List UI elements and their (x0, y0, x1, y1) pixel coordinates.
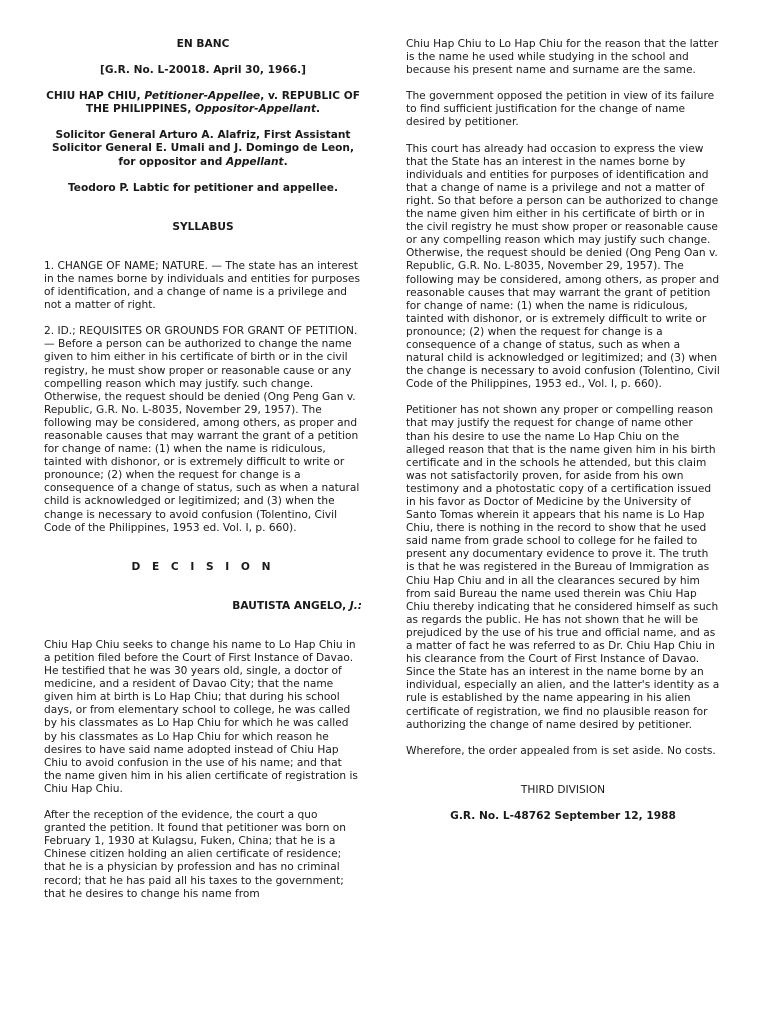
right-column (406, 38, 720, 836)
syllabus-item-1: 1. CHANGE OF NAME; NATURE. — The state has an interest in the names borne by individuals and entities for purposes of identification, and a change of name is a privilege and not a matter of right. (44, 259, 360, 312)
counsel-oppositor-text: Solicitor General Arturo A. Alafriz, First Assistant Solicitor General E. Umali and J. Domingo de Leon, for oppositor and (51, 129, 354, 168)
decision-dispositive: Wherefore, the order appealed from is set aside. No costs. (406, 744, 716, 757)
ponente-name: BAUTISTA ANGELO, (232, 599, 350, 612)
decision-para-4: The government opposed the petition in view of its failure to find sufficient justification for the change of name desired by petitioner. (406, 90, 715, 129)
left-column (44, 38, 362, 914)
counsel-oppositor-end: . (283, 155, 288, 168)
case-parties (44, 90, 362, 116)
party-end: . (316, 103, 321, 116)
decision-para-5: This court has already had occasion to express the view that the State has an interest in the names borne by individuals and entities for purposes of identification and that a change of name is a privilege and not a matter of right. So that before a person can be authorized to change the name given him either in his certificate of birth or in the civil registry he must show proper or reasonable cause or any compelling reason which may justify such change. Otherwise, the request should be denied (Ong Peng Oan v. Republic, G.R. No. L-8035, November 29, 1957). The following may be considered, among others, as proper and reasonable causes that may warrant the grant of petition for change of name: (1) when the name is ridiculous, tainted with dishonor, or is extremely difficult to write or pronounce; (2) when the request for change is a consequence of a change of status, such as when a natural child is acknowledged or legitimized; and (3) when the change is necessary to avoid confusion (Tolentino, Civil Code of the Philippines, 1953 ed., Vol. I, p. 660). (406, 142, 720, 391)
syllabus-title: SYLLABUS (172, 220, 234, 233)
counsel-oppositor (44, 129, 362, 168)
decision-para-2: After the reception of the evidence, the court a quo granted the petition. It found that petitioner was born on February 1, 1930 at Kulagsu, Fuken, China; that he is a Chinese citizen holding an alien certificate of residence; that he is a physician by profession and has no criminal record; that he has paid all his taxes to the government; that he desires to change his name from (44, 809, 346, 900)
next-case-number: G.R. No. L-48762 September 12, 1988 (450, 809, 676, 822)
court-heading: EN BANC (176, 38, 230, 50)
party-respondent-role: Oppositor-Appellant (195, 103, 317, 116)
ponente (44, 600, 362, 613)
ponente-suffix: J.: (349, 599, 362, 612)
party-respondent: , v. REPUBLIC OF THE PHILIPPINES, (85, 90, 360, 116)
decision-para-1: Chiu Hap Chiu seeks to change his name to Lo Hap Chiu in a petition filed before the Court of First Instance of Davao. He testified that he was 30 years old, single, a doctor of medicine, and a resident of Davao City; that the name given him at birth is Lo Hap Chiu; that during his school days, or from elementary school to college, he was called by his classmates as Lo Hap Chiu for which he was called by his classmates as Lo Hap Chiu for which reason he desires to have said name adopted instead of Chiu Hap Chiu to avoid confusion in the use of his name; and that the name given him in his alien certificate of registration is Chiu Hap Chiu. (44, 638, 358, 795)
decision-title: D E C I S I O N (131, 560, 275, 573)
party-petitioner-role: Petitioner-Appellee (144, 90, 261, 103)
counsel-petitioner: Teodoro P. Labtic for petitioner and appellee. (67, 181, 338, 194)
decision-para-6: Petitioner has not shown any proper or compelling reason that may justify the request for change of name other than his desire to use the name Lo Hap Chiu on the alleged reason that that is the name given him in his birth certificate and in the schools he attended, but this claim was not satisfactorily proven, for aside from his own testimony and a photostatic copy of a certification issued in his favor as Doctor of Medicine by the University of Santo Tomas wherein it appears that his name is Lo Hap Chiu, there is nothing in the record to show that he used said name from grade school to college for he failed to present any documentary evidence to prove it. The truth is that he was registered in the Bureau of Immigration as Chiu Hap Chiu and in all the clearances secured by him from said Bureau the name used therein was Chiu Hap Chiu thereby indicating that he considered himself as such as regards the public. He has not shown that he will be prejudiced by the use of his true and official name, and as a matter of fact he was referred to as Dr. Chiu Hap Chiu in his clearance from the Court of First Instance of Davao. Since the State has an interest in the name borne by an individual, especially an alien, and the latter's identity as a rule is established by the name appearing in his alien certificate of registration, we find no plausible reason for authorizing the change of name desired by petitioner. (406, 404, 720, 731)
counsel-oppositor-role: Appellant (226, 155, 284, 168)
syllabus-item-2: 2. ID.; REQUISITES OR GROUNDS FOR GRANT OF PETITION. — Before a person can be authorized to change the name given to him either in his certificate of birth or in the civil registry, he must show proper or reasonable cause or any compelling reason which may justify. such change. Otherwise, the request should be denied (Ong Peng Gan v. Republic, G.R. No. L-8035, November 29, 1957). The following may be considered, among others, as proper and reasonable causes that may warrant the grant of a petition for change of name: (1) when the name is ridiculous, tainted with dishonor, or is extremely difficult to write or pronounce; (2) when the request for change is a consequence of a change of status, such as when a natural child is acknowledged or legitimized; and (3) when the change is necessary to avoid confusion (Tolentino, Civil Code of the Philippines, 1953 ed. Vol. I, p. 660). (44, 325, 360, 534)
next-division-heading: THIRD DIVISION (520, 783, 606, 796)
decision-para-3: Chiu Hap Chiu to Lo Hap Chiu for the reason that the latter is the name he used while studying in the school and because his present name and surname are the same. (406, 38, 719, 77)
party-petitioner: CHIU HAP CHIU, (46, 90, 145, 103)
case-number: [G.R. No. L-20018. April 30, 1966.] (100, 64, 306, 77)
